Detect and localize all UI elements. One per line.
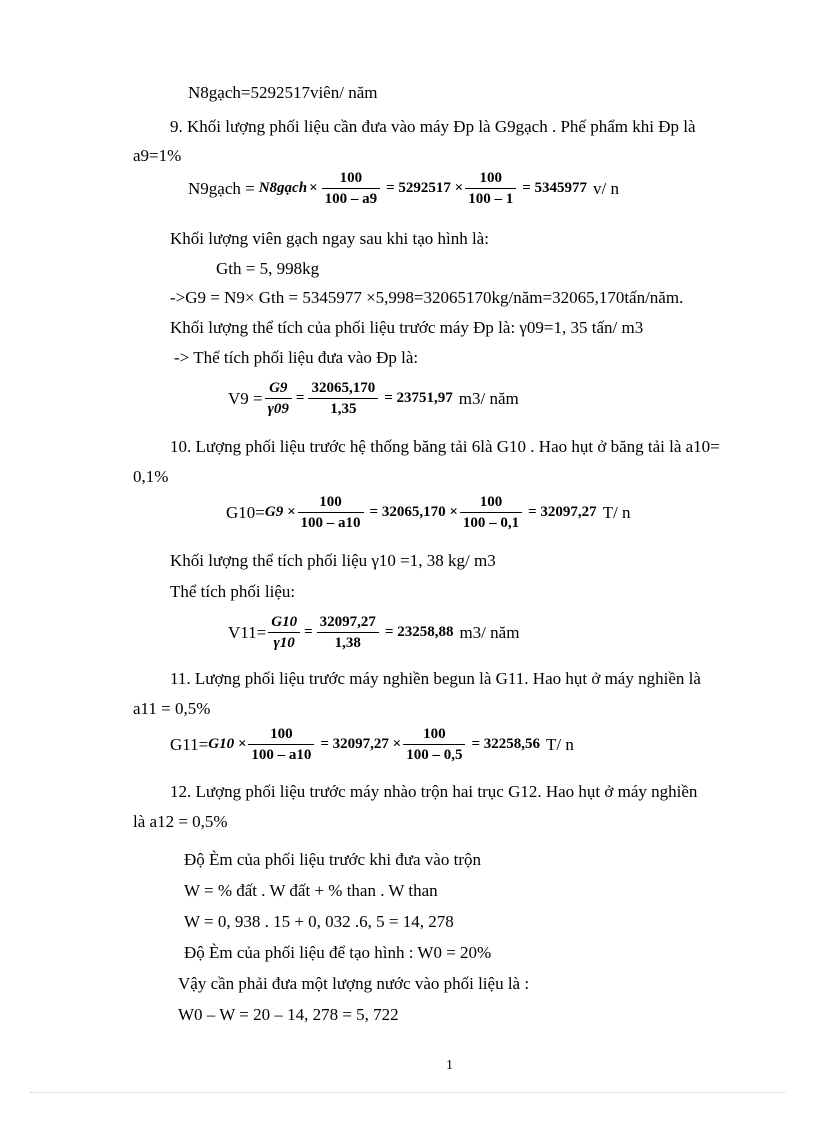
denominator: 100 – 0,1: [462, 515, 520, 531]
eq-unit: m3/ năm: [459, 622, 520, 642]
equation-n9: [188, 168, 619, 209]
page-divider: [30, 1092, 786, 1093]
text-line: Độ Èm của phối liệu trước khi đưa vào trộn: [184, 850, 481, 869]
eq-lhs: V9 =: [228, 388, 263, 408]
eq-lhs: G11=: [170, 734, 209, 754]
equation-v11: [228, 612, 519, 653]
eq-lhs: V11=: [228, 622, 267, 642]
eq-middle: = 5292517 ×: [386, 180, 464, 196]
numerator: 32065,170: [308, 378, 378, 399]
text-line: -> Thể tích phối liệu đưa vào Đp là:: [174, 348, 419, 367]
eq-lhs: G10=: [226, 502, 265, 522]
numerator: 100: [298, 492, 364, 513]
numerator: 100: [465, 168, 516, 189]
fraction: [403, 724, 465, 765]
text-line: Gth = 5, 998kg: [216, 259, 320, 278]
text-line: 11. Lượng phối liệu trước máy nghiền begun là G11. Hao hụt ở máy nghiền là: [170, 669, 701, 688]
text-line: a9=1%: [133, 146, 182, 165]
text-line: Độ Èm của phối liệu để tạo hình : W0 = 20%: [184, 943, 492, 962]
fraction: [268, 612, 300, 653]
text-line: 10. Lượng phối liệu trước hệ thống băng tải 6là G10 . Hao hụt ở băng tải là a10=: [170, 437, 720, 456]
fraction: [317, 612, 379, 653]
eq-result: = 5345977: [522, 180, 588, 196]
denominator: 100 – 0,5: [406, 747, 463, 763]
text-line: N8gạch=5292517viên/ năm: [188, 83, 378, 102]
denominator: 100 – 1: [468, 191, 514, 207]
fraction: [460, 492, 522, 533]
denominator: γ09: [267, 401, 289, 417]
page-number: 1: [446, 1058, 453, 1073]
equation-v9: [228, 378, 519, 419]
denominator: 1,35: [330, 401, 357, 417]
text-line: là a12 = 0,5%: [133, 812, 228, 831]
numerator: 100: [248, 724, 314, 745]
text-line: W = % đất . W đất + % than . W than: [184, 881, 438, 900]
eq-equals: =: [304, 624, 313, 640]
fraction: [265, 378, 292, 419]
text-line: W0 – W = 20 – 14, 278 = 5, 722: [178, 1005, 399, 1024]
eq-unit: v/ n: [593, 178, 620, 198]
numerator: 32097,27: [317, 612, 379, 633]
eq-term: G9 ×: [264, 504, 296, 520]
fraction: [322, 168, 381, 209]
fraction: [298, 492, 364, 533]
denominator: 1,38: [334, 635, 361, 651]
equation-g11: [170, 724, 574, 765]
text-line: Vậy cần phải đưa một lượng nước vào phối liệu là :: [178, 974, 530, 993]
text-line: Khối lượng thể tích của phối liệu trước máy Đp là: γ09=1, 35 tấn/ m3: [170, 318, 644, 337]
fraction: [465, 168, 516, 209]
eq-unit: T/ n: [546, 734, 574, 754]
eq-result: = 32097,27: [528, 504, 597, 520]
fraction: [308, 378, 378, 419]
denominator: 100 – a9: [324, 191, 378, 207]
numerator: 100: [460, 492, 522, 513]
fraction: [248, 724, 314, 765]
text-line: ->G9 = N9× Gth = 5345977 ×5,998=32065170kg/năm=32065,170tấn/năm.: [170, 288, 684, 307]
text-line: Khối lượng viên gạch ngay sau khi tạo hình là:: [170, 229, 489, 248]
eq-unit: T/ n: [602, 502, 631, 522]
numerator: 100: [403, 724, 465, 745]
text-line: W = 0, 938 . 15 + 0, 032 .6, 5 = 14, 278: [184, 912, 454, 931]
equation-g10: [226, 492, 631, 533]
numerator: 100: [322, 168, 381, 189]
numerator: G10: [268, 612, 300, 633]
eq-result: = 23751,97: [384, 390, 453, 406]
eq-unit: m3/ năm: [458, 388, 519, 408]
eq-lhs: N9gạch =: [188, 178, 255, 198]
text-line: Thể tích phối liệu:: [170, 582, 296, 601]
eq-term: G10 ×: [208, 736, 247, 752]
eq-term: N8gạch: [258, 180, 308, 196]
eq-result: = 23258,88: [384, 624, 454, 640]
text-line: 12. Lượng phối liệu trước máy nhào trộn hai trục G12. Hao hụt ở máy nghiền: [170, 782, 698, 801]
eq-times: ×: [309, 180, 318, 196]
denominator: 100 – a10: [251, 747, 312, 763]
eq-equals: =: [295, 390, 305, 406]
eq-middle: = 32097,27 ×: [320, 736, 402, 752]
eq-result: = 32258,56: [471, 736, 541, 752]
denominator: γ10: [273, 635, 295, 651]
text-line: 0,1%: [133, 467, 169, 486]
text-line: Khối lượng thể tích phối liệu γ10 =1, 38 kg/ m3: [170, 551, 496, 570]
numerator: G9: [265, 378, 292, 399]
text-line: 9. Khối lượng phối liệu cần đưa vào máy Đp là G9gạch . Phế phẩm khi Đp là: [170, 117, 696, 136]
eq-middle: = 32065,170 ×: [369, 504, 458, 520]
text-line: a11 = 0,5%: [133, 699, 211, 718]
denominator: 100 – a10: [300, 515, 361, 531]
